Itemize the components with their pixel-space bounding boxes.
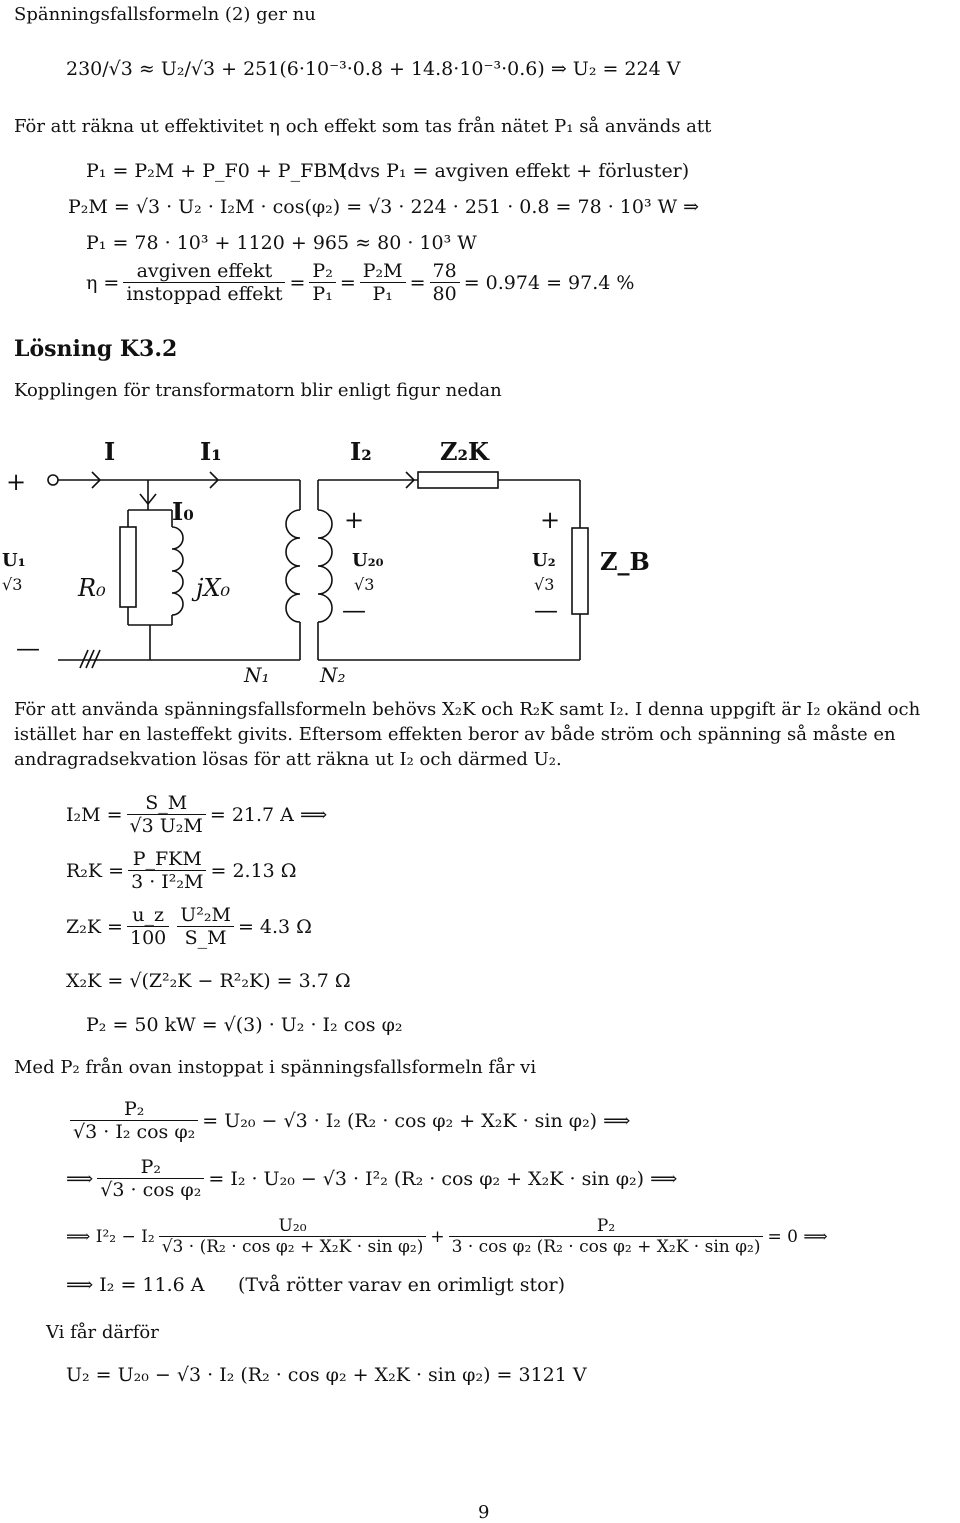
label-U2-sqrt3: √3 <box>534 575 555 594</box>
equation-p1-value: P₁ = 78 · 10³ + 1120 + 965 ≈ 80 · 10³ W <box>86 232 477 254</box>
z2k-result: = 4.3 Ω <box>237 915 312 938</box>
eta-eq-3: = <box>409 271 426 294</box>
eta-f1-num: avgiven effekt <box>123 260 285 283</box>
r2k-fraction <box>128 848 206 893</box>
q2-den: √3 · cos φ₂ <box>100 1179 202 1201</box>
equation-p2: P₂ = 50 kW = √(3) · U₂ · I₂ cos φ₂ <box>86 1014 403 1036</box>
minus-U2: — <box>534 596 558 624</box>
resistor-R0 <box>120 527 136 607</box>
i2m-result: = 21.7 A ⟹ <box>209 803 328 826</box>
minus-U20: — <box>342 596 366 624</box>
q2-fraction <box>97 1156 204 1201</box>
label-R0: R₀ <box>78 574 106 602</box>
r2k-result: = 2.13 Ω <box>210 859 297 882</box>
q1-den: √3 · I₂ cos φ₂ <box>73 1121 196 1143</box>
label-N2: N₂ <box>320 663 346 687</box>
q3-n2: P₂ <box>449 1216 764 1237</box>
equation-eta <box>86 260 634 305</box>
equation-quad-1 <box>66 1098 630 1143</box>
q2-num: P₂ <box>97 1156 204 1179</box>
primary-winding <box>286 510 300 622</box>
circuit-minus-left: — <box>16 634 40 662</box>
i2m-num: S_M <box>127 792 206 815</box>
q1-fraction <box>70 1098 198 1143</box>
equation-r2k <box>66 848 297 893</box>
label-ZB: Z_B <box>600 547 650 576</box>
impedance-Z2K <box>418 472 498 488</box>
eta-f2-den: P₁ <box>312 283 333 305</box>
label-N1: N₁ <box>244 663 270 687</box>
q2-pre: ⟹ <box>66 1167 94 1190</box>
eta-eq-1: = <box>289 271 306 294</box>
q3-d1: √3 · (R₂ · cos φ₂ + X₂K · sin φ₂) <box>161 1237 424 1257</box>
q3-n1: U₂₀ <box>159 1216 427 1237</box>
conclusion-intro: Vi får därför <box>46 1322 159 1343</box>
label-jX0: jX₀ <box>196 574 231 602</box>
i2m-fraction <box>127 792 206 837</box>
eta-fraction-p2-p1 <box>309 260 335 305</box>
label-U2: U₂ <box>532 550 556 571</box>
eta-f2-num: P₂ <box>309 260 335 283</box>
eta-f3-den: P₁ <box>372 283 393 305</box>
eta-result: = 0.974 = 97.4 % <box>463 271 635 294</box>
label-U1-sqrt3: √3 <box>2 575 23 594</box>
z2k-fraction-u2 <box>177 904 234 949</box>
eta-f4-den: 80 <box>432 283 457 305</box>
r2k-den: 3 · I²₂M <box>131 871 204 893</box>
equation-p1-note: (dvs P₁ = avgiven effekt + förluster) <box>340 160 690 182</box>
q2-rhs: = I₂ · U₂₀ − √3 · I²₂ (R₂ · cos φ₂ + X₂K · sin φ₂) ⟹ <box>208 1167 678 1190</box>
equation-u2: 230/√3 ≈ U₂/√3 + 251(6·10⁻³·0.8 + 14.8·10⁻³·0.6) ⇒ U₂ = 224 V <box>66 58 681 80</box>
eta-f3-num: P₂M <box>360 260 406 283</box>
z2k-fraction-uz <box>127 904 169 949</box>
inductor-jX0 <box>172 527 183 615</box>
r2k-lhs: R₂K = <box>66 859 125 882</box>
page-number: 9 <box>478 1502 490 1523</box>
r2k-num: P_FKM <box>128 848 206 871</box>
q3-pre: ⟹ I²₂ − I₂ <box>66 1226 155 1247</box>
eta-fraction-numbers <box>430 260 460 305</box>
z2k-d2: S_M <box>184 927 227 949</box>
label-U20-sqrt3: √3 <box>354 575 375 594</box>
efficiency-intro: För att räkna ut effektivitet η och effekt som tas från nätet P₁ så används att <box>14 116 712 137</box>
equation-quad-3 <box>66 1216 828 1257</box>
equation-quad-4: ⟹ I₂ = 11.6 A <box>66 1274 205 1296</box>
q3-fraction-1 <box>159 1216 427 1257</box>
equation-x2k: X₂K = √(Z²₂K − R²₂K) = 3.7 Ω <box>66 970 351 992</box>
q3-plus: + <box>430 1226 445 1247</box>
plus-U2: + <box>540 506 561 534</box>
label-Z2K: Z₂K <box>440 437 489 466</box>
terminal-top-left <box>48 475 58 485</box>
q3-d2: 3 · cos φ₂ (R₂ · cos φ₂ + X₂K · sin φ₂) <box>451 1237 761 1257</box>
equation-z2k <box>66 904 312 949</box>
eta-eq-2: = <box>339 271 356 294</box>
eta-f4-num: 78 <box>430 260 460 283</box>
label-I: I <box>104 437 116 466</box>
equation-p2m: P₂M = √3 · U₂ · I₂M · cos(φ₂) = √3 · 224 · 251 · 0.8 = 78 · 10³ W ⇒ <box>68 196 700 218</box>
label-I1: I₁ <box>200 437 222 466</box>
equation-quad-2 <box>66 1156 677 1201</box>
q3-result: = 0 ⟹ <box>767 1226 828 1247</box>
equation-quad-4-note: (Två rötter varav en orimligt stor) <box>238 1274 566 1296</box>
paragraph-insert: Med P₂ från ovan instoppat i spänningsfallsformeln får vi <box>14 1057 537 1078</box>
circuit-intro: Kopplingen för transformatorn blir enligt figur nedan <box>14 380 502 401</box>
z2k-n2: U²₂M <box>177 904 234 927</box>
i2m-den: √3 U₂M <box>129 815 203 837</box>
q3-fraction-2 <box>449 1216 764 1257</box>
paragraph-need-parameters: För att använda spänningsfallsformeln behövs X₂K och R₂K samt I₂. I denna uppgift är I₂ okänd och istället har en lasteffekt givits. Eftersom effekten beror av både ström och spänning så måste en andragradsekvation lösas för att räkna ut I₂ och därmed U₂. <box>14 699 921 770</box>
equation-final: U₂ = U₂₀ − √3 · I₂ (R₂ · cos φ₂ + X₂K · sin φ₂) = 3121 V <box>66 1364 587 1386</box>
label-I0: I₀ <box>172 497 194 526</box>
impedance-ZB <box>572 528 588 614</box>
plus-U20: + <box>344 506 365 534</box>
eta-fraction-p2m-p1 <box>360 260 406 305</box>
z2k-lhs: Z₂K = <box>66 915 123 938</box>
secondary-winding <box>318 510 332 622</box>
equation-i2m <box>66 792 327 837</box>
label-I2: I₂ <box>350 437 372 466</box>
eta-lhs: η = <box>86 271 120 294</box>
i2m-lhs: I₂M = <box>66 803 123 826</box>
equation-p1-def: P₁ = P₂M + P_F0 + P_FBM <box>86 160 347 182</box>
label-U1: U₁ <box>2 550 26 571</box>
circuit-plus-left: + <box>6 468 27 496</box>
q1-rhs: = U₂₀ − √3 · I₂ (R₂ · cos φ₂ + X₂K · sin φ₂) ⟹ <box>202 1109 631 1132</box>
section-heading: Lösning K3.2 <box>14 336 178 362</box>
z2k-d1: 100 <box>129 927 167 949</box>
transformer-circuit-diagram <box>0 420 960 690</box>
q1-num: P₂ <box>70 1098 198 1121</box>
z2k-n1: u_z <box>127 904 169 927</box>
label-U20: U₂₀ <box>352 550 384 571</box>
eta-f1-den: instoppad effekt <box>126 283 283 305</box>
intro-line: Spänningsfallsformeln (2) ger nu <box>14 4 316 25</box>
eta-fraction-words <box>123 260 285 305</box>
